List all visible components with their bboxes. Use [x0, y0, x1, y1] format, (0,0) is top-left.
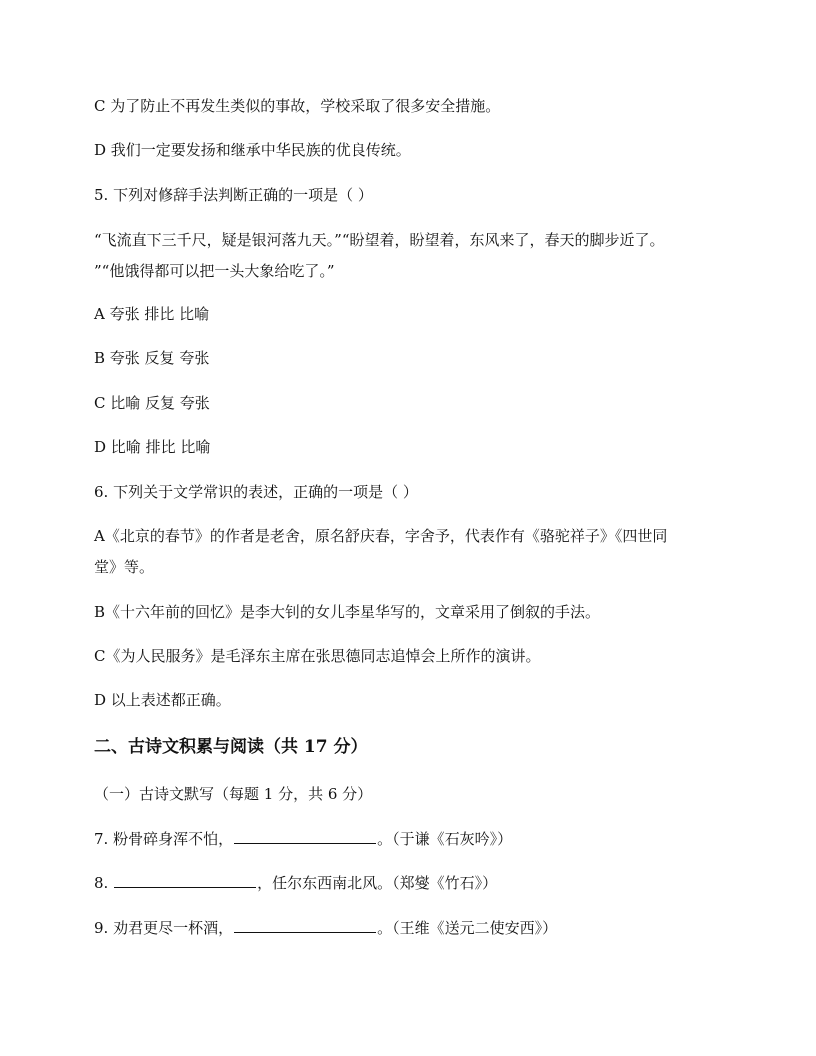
q5-option-a: A 夸张 排比 比喻 — [94, 305, 210, 323]
q4-option-c: C 为了防止不再发生类似的事故，学校采取了很多安全措施。 — [94, 97, 501, 115]
q5-option-b: B 夸张 反复 夸张 — [94, 349, 210, 367]
q8-answer-blank[interactable] — [114, 873, 256, 888]
q6-stem: 6. 下列关于文学常识的表述，正确的一项是（ ） — [94, 483, 418, 501]
q5-option-c: C 比喻 反复 夸张 — [94, 394, 210, 412]
subsection-1-title: （一）古诗文默写（每题 1 分，共 6 分） — [94, 785, 373, 803]
q5-quote-line-2: ”“他饿得都可以把一头大象给吃了。” — [94, 262, 335, 280]
q7-suffix: 。（于谦《石灰吟》） — [377, 830, 513, 848]
q5-stem: 5. 下列对修辞手法判断正确的一项是（ ） — [94, 186, 373, 204]
q6-option-b: B《十六年前的回忆》是李大钊的女儿李星华写的，文章采用了倒叙的手法。 — [94, 603, 601, 621]
q7-answer-blank[interactable] — [234, 829, 376, 844]
q6-option-a-line-2: 堂》等。 — [94, 558, 155, 576]
section-2-title: 二、古诗文积累与阅读（共 17 分） — [94, 737, 368, 757]
q5-option-d: D 比喻 排比 比喻 — [94, 438, 211, 456]
q6-option-a-line-1: A《北京的春节》的作者是老舍，原名舒庆春，字舍予，代表作有《骆驼祥子》《四世同 — [94, 527, 668, 545]
q9-line — [94, 918, 734, 938]
q6-option-c: C《为人民服务》是毛泽东主席在张思德同志追悼会上所作的演讲。 — [94, 647, 541, 665]
q5-quote-line-1: “飞流直下三千尺，疑是银河落九天。”“盼望着，盼望着，东风来了，春天的脚步近了。 — [94, 231, 665, 249]
q4-option-d: D 我们一定要发扬和继承中华民族的优良传统。 — [94, 141, 411, 159]
q8-suffix: ，任尔东西南北风。（郑燮《竹石》） — [257, 874, 498, 892]
q6-option-d: D 以上表述都正确。 — [94, 691, 231, 709]
q8-prefix: 8. — [94, 874, 114, 892]
q9-suffix: 。（王维《送元二使安西》） — [377, 919, 558, 937]
q7-prefix: 7. 粉骨碎身浑不怕， — [94, 830, 234, 848]
q8-line — [94, 873, 734, 893]
q9-prefix: 9. 劝君更尽一杯酒， — [94, 919, 234, 937]
q7-line — [94, 829, 734, 849]
q9-answer-blank[interactable] — [234, 918, 376, 933]
